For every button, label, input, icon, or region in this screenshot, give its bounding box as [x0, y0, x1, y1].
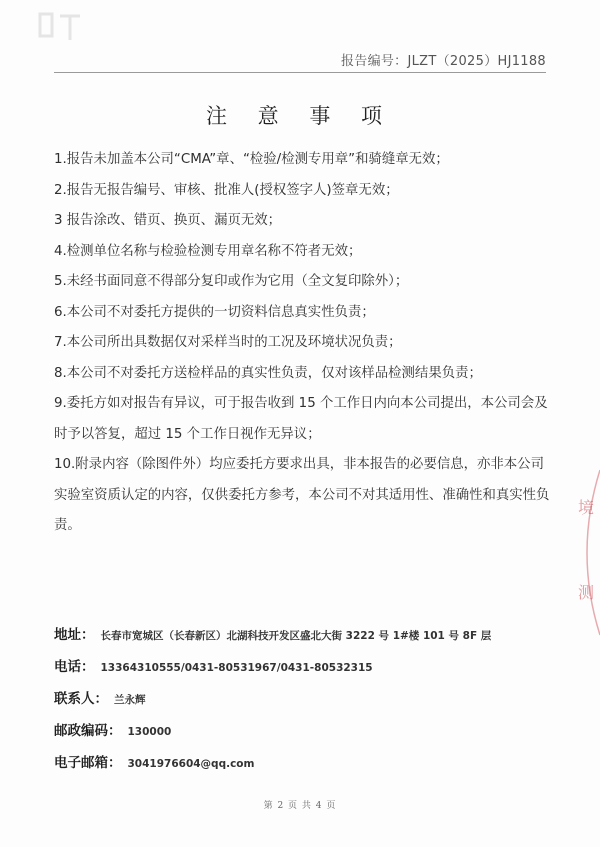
email-row — [54, 750, 554, 782]
email-value: 3041976604@qq.com — [127, 758, 255, 770]
note-item: 8.本公司不对委托方送检样品的真实性负责，仅对该样品检测结果负责； — [54, 365, 482, 381]
seal-stamp-fragment — [566, 465, 600, 640]
note-item: 5.未经书面同意不得部分复印或作为它用（全文复印除外）； — [54, 274, 409, 289]
contact-block — [54, 622, 554, 782]
seal-arc — [566, 465, 600, 640]
phone-label: 电话： — [54, 659, 95, 675]
note-item: 1.报告未加盖本公司“CMA”章、“检验/检测专用章”和骑缝章无效； — [54, 152, 449, 167]
note-item: 6.本公司不对委托方提供的一切资料信息真实性负责； — [54, 304, 375, 320]
postcode-row — [54, 718, 554, 750]
report-number: 报告编号：JLZT（2025）HJ1188 — [340, 54, 546, 69]
postcode-label: 邮政编码： — [54, 723, 122, 739]
contact-person-label: 联系人： — [54, 691, 108, 707]
note-item: 9.委托方如对报告有异议，可于报告收到 15 个工作日内向本公司提出，本公司会及时予以答复，超过 15 个工作日视作无异议； — [54, 396, 548, 442]
note-item: 4.检测单位名称与检验检测专用章名称不符者无效； — [54, 243, 362, 259]
email-label: 电子邮箱： — [54, 755, 122, 771]
note-item: 2.报告无报告编号、审核、批准人(授权签字人)签章无效； — [54, 182, 399, 198]
phone-value: 13364310555/0431-80531967/0431-80532315 — [100, 662, 373, 674]
address-label: 地址： — [54, 627, 95, 643]
header-divider — [54, 72, 546, 73]
postcode-value: 130000 — [127, 726, 172, 738]
contact-person-value: 兰永辉 — [114, 694, 146, 706]
seal-glyph: 测 — [577, 583, 594, 602]
note-item: 3 报告涂改、错页、换页、漏页无效； — [54, 213, 282, 228]
seal-glyph: 境 — [577, 498, 594, 517]
notes-list — [54, 145, 554, 542]
page-footer: 第 2 页 共 4 页 — [263, 801, 337, 811]
contact-person-row — [54, 686, 554, 718]
note-item: 10.附录内容（除图件外）均应委托方要求出具，非本报告的必要信息，亦非本公司实验室资质认定的内容，仅供委托方参考，本公司不对其适用性、准确性和真实性负责。 — [54, 457, 550, 533]
note-item: 7.本公司所出具数据仅对采样当时的工况及环境状况负责； — [54, 335, 402, 350]
page-title: 注 意 事 项 — [205, 104, 395, 128]
scan-artifact-mark — [30, 6, 90, 66]
phone-row — [54, 654, 554, 686]
address-value: 长春市宽城区（长春新区）北湖科技开发区盛北大街 3222 号 1#楼 101 号 8F 层 — [100, 630, 492, 642]
address-row — [54, 622, 554, 654]
